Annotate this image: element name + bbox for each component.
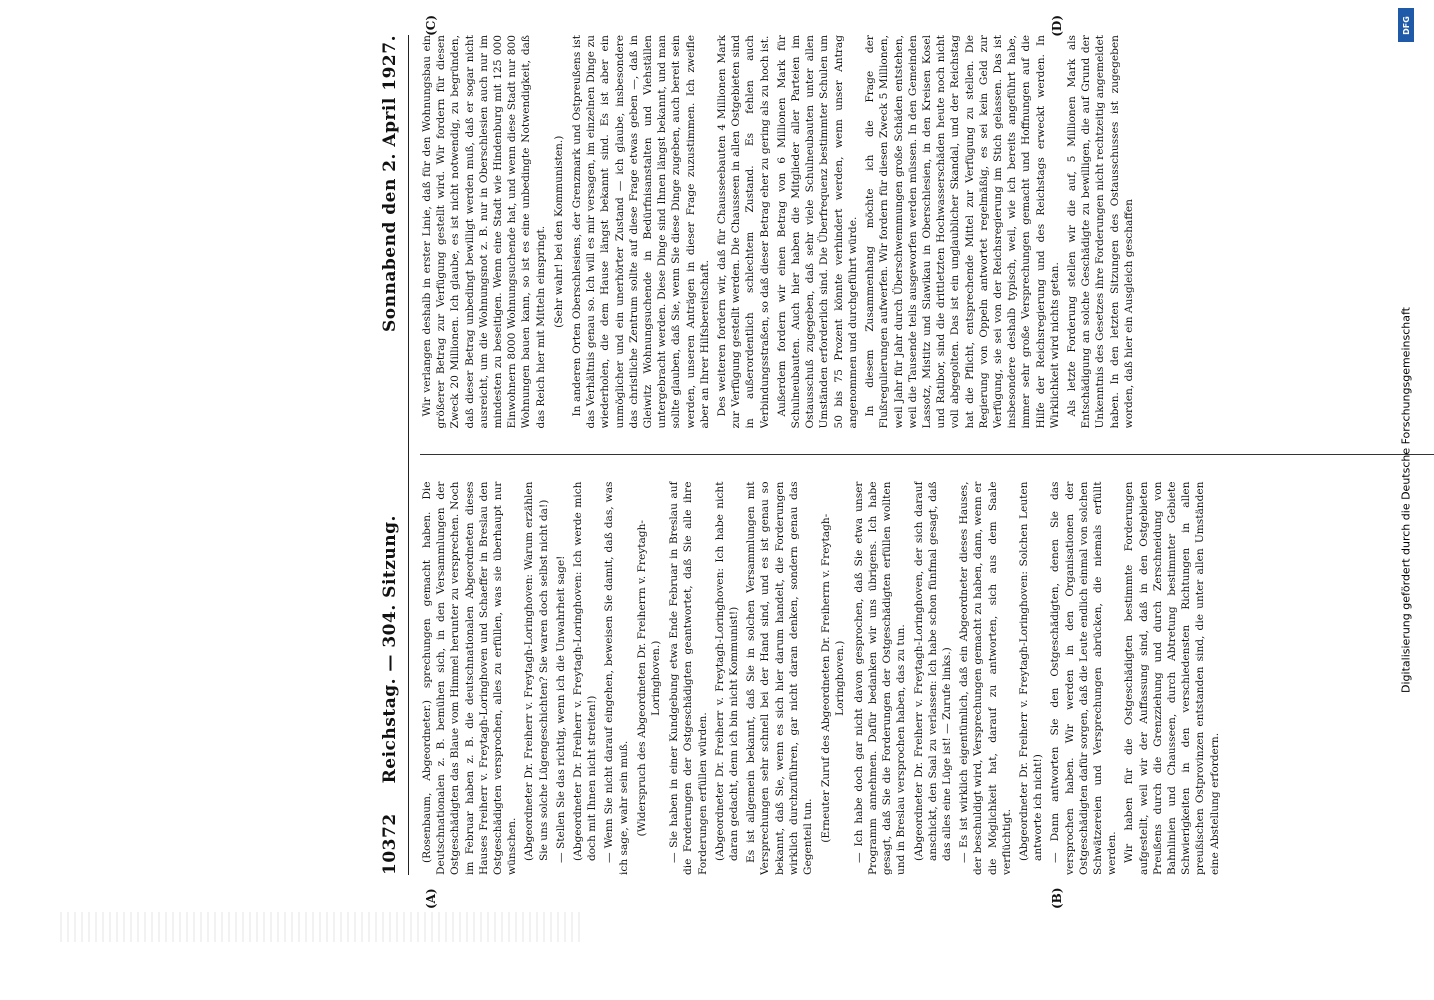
speech-paragraph: — Stellen Sie das richtig, wenn ich die Unwahrheit sage! (554, 555, 567, 863)
speech-paragraph: — Dann antworten Sie den Ostgeschädigten, denen Sie das versprochen haben. Wir werden in den Organisationen der Ostgeschädigten dafür sorgen, daß die Leute endlich einmal von solchen Schwätzereien und Versprechungen abrücken, die niemals erfüllt werden. (1049, 481, 1119, 875)
speech-paragraph: Wir haben für die Ostgeschädigten bestimmte Forderungen aufgestellt, weil wir der Auffassung sind, daß in den Ostgebieten Preußens durch die Grenzziehung und durch Zerschneidung von Bahnlinien und Chausseen, durch Abtretung bestimmter Gebiete Schwierigkeiten in den verschiedensten Richtungen in allen preußischen Ostprovinzen entstanden sind, die unter allen Umständen eine Abstellung erfordern. (1123, 481, 1221, 875)
speech-paragraph: In diesem Zusammenhang möchte ich die Frage der Flußregulierungen aufwerfen. Wir fordern für diesen Zweck 5 Millionen, weil Jahr für Jahr durch Überschwemmungen große Schäden entstehen, weil die Tausende teils ausgeworfen werden müssen. In den Gemeinden Lassotz, Mistitz und Slawikau in Oberschlesien, in den Kreisen Kosel und Ratibor, sind die drittletzten Hochwasserschäden heute noch nicht voll abgegolten. Das ist ein unglaublicher Skandal, und der Reichstag hat die Pflicht, entsprechende Mittel zur Verfügung zu stellen. Die Regierung von Oppeln antwortet regelmäßig, es sei kein Geld zur Verfügung, sie sei von der Reichsregierung im Stich gelassen. Das ist insbesondere deshalb typisch, weil, wie ich bereits angeführt habe, immer sehr große Versprechungen gemacht und Hoffnungen auf die Hilfe der Reichsregierung und des Reichstags erweckt werden. In Wirklichkeit wird nichts getan. (864, 35, 1061, 429)
speech-paragraph: Des weiteren fordern wir, daß für Chausseebauten 4 Millionen Mark zur Verfügung gestellt werden. Die Chausseen in allen Ostgebieten sind in außerordentlich schlechtem Zustand. Es fehlen auch Verbindungsstraßen, so daß dieser Betrag eher zu gering als zu hoch ist. (716, 35, 771, 429)
column-left (420, 482, 1434, 876)
margin-mark-c: (C) (424, 15, 438, 36)
speech-paragraph: Als letzte Forderung stellen wir die auf, 5 Millionen Mark als Entschädigung an solche Geschädigte zu bewilligen, die auf Grund der Unkenntnis des Gesetzes ihre Forderungen nicht rechtzeitig angemeldet haben. In den letzten Sitzungen des Ostausschusses ist zugegeben worden, daß hier ein Ausgleich geschaffen (1065, 35, 1135, 429)
column-divider (420, 455, 1434, 456)
scan-artifact (60, 912, 580, 942)
interjection: (Erneuter Zuruf des Abgeordneten Dr. Freiherrn v. Freytagh-Loringhoven.) (820, 513, 847, 843)
dfg-logo: DFG (1398, 8, 1414, 42)
interjection: (Abgeordneter Dr. Freiherr v. Freytagh-Loringhoven: Ich habe nicht daran gedacht, denn ich bin nicht Kommunist!) (713, 481, 741, 861)
speech-paragraph: Außerdem fordern wir einen Betrag von 6 Millionen Mark für Schulneubauten. Auch hier haben die Mitglieder aller Parteien im Ostausschuß zugegeben, daß sehr viele Schulneubauten unter allen Umständen erforderlich sind. Die Überfrequenz bestimmter Schulen um 50 bis 75 Prozent könnte verhindert werden, wenn unser Antrag angenommen und durchgeführt würde. (775, 35, 859, 429)
text-columns (420, 35, 1434, 875)
credit-text: Digitalisierung gefördert durch die Deutsche Forschungsgemeinschaft (1399, 307, 1413, 693)
rotated-newspaper-page (350, 15, 1434, 915)
interjection: (Sehr wahr! bei den Kommunisten.) (552, 135, 565, 328)
column-right (420, 35, 1434, 429)
digitization-credit (1380, 0, 1434, 1000)
speech-paragraph: — Es ist wirklich eigentümlich, daß ein Abgeordneter dieses Hauses, der beschuldigt wird, Versprechungen gemacht zu haben, dann, wenn er die Möglichkeit hat, darauf zu antworten, sich aus dem Saale verflüchtigt. (958, 481, 1013, 875)
margin-mark-b: (B) (1050, 887, 1064, 909)
page-header (380, 35, 409, 875)
speech-paragraph: Wir verlangen deshalb in erster Linie, daß für den Wohnungsbau ein größerer Betrag zur Verfügung gestellt wird. Wir fordern für diesen Zweck 20 Millionen. Ich glaube, es ist nicht notwendig, zu begründen, daß dieser Betrag unbedingt bewilligt werden muß, daß er sogar nicht ausreicht, um die Wohnungsnot z. B. nur in Oberschlesien auch nur im mindesten zu beseitigen. Wenn eine Stadt wie Hindenburg mit 125 000 Einwohnern 8000 Wohnungsuchende hat, und wenn diese Stadt nur 800 Wohnungen bauen kann, so ist es eine unbedingte Notwendigkeit, daß das Reich hier mit Mitteln einspringt. (421, 35, 547, 429)
speech-paragraph: — Ich habe doch gar nicht davon gesprochen, daß Sie etwa unser Programm annehmen. Dafür bedanken wir uns übrigens. Ich habe gesagt, daß Sie die Forderungen der Ostgeschädigten erfüllen wollten und in Breslau versprochen haben, das zu tun. (852, 481, 908, 875)
session-date: Sonnabend den 2. April 1927. (380, 35, 400, 332)
speech-paragraph: In anderen Orten Oberschlesiens, der Grenzmark und Ostpreußens ist das Verhältnis genau so. Ich will es mir versagen, im einzelnen Dinge zu wiederholen, die dem Hause längst bekannt sind. Es ist aber ein unmöglicher und ein unerhörter Zustand — ich glaube, insbesondere das christliche Zentrum sollte auf diese Frage etwas geben —, daß in Gleiwitz Wohnungsuchende in Bedürfnisanstalten und Viehställen untergebracht werden. Diese Dinge sind Ihnen längst bekannt, und man sollte glauben, daß Sie, wenn Sie diese Dinge zugeben, auch bereit sein werden, unseren Anträgen in dieser Frage zuzustimmen. Ich zweifle aber an Ihrer Hilfsbereitschaft. (571, 35, 711, 429)
session-title: Reichstag. — 304. Sitzung. (380, 515, 400, 784)
interjection: (Widerspruch des Abgeordneten Dr. Freiherrn v. Freytagh-Loringhoven.) (635, 520, 663, 837)
interjection: (Abgeordneter Dr. Freiherr v. Freytagh-Loringhoven, der sich darauf anschickt, den Saal zu verlassen: Ich habe schon fünfmal gesagt, daß das alles eine Lüge ist! — Zurufe links.) (912, 481, 953, 861)
page-number: 10372 (380, 813, 400, 875)
speech-paragraph: (Rosenbaum, Abgeordneter.) sprechungen gemacht haben. Die Deutschnationalen z. B. bemühen sich, in den Versammlungen der Ostgeschädigten das Blaue vom Himmel herunter zu versprechen. Noch im Februar haben z. B. die deutschnationalen Abgeordneten dieses Hauses Freiherr v. Freytagh-Loringhoven und Schaeffer in Breslau den Ostgeschädigten versprochen, alles zu erfüllen, was sie überhaupt nur wünschen. (421, 481, 519, 875)
margin-mark-d: (D) (1050, 15, 1064, 37)
interjection: (Abgeordneter Dr. Freiherr v. Freytagh-Loringhoven: Solchen Leuten antworte ich nicht!) (1017, 481, 1045, 861)
interjection: (Abgeordneter Dr. Freiherr v. Freytagh-Loringhoven: Ich werde mich doch mit Ihnen nicht streiten!) (572, 481, 599, 861)
speech-paragraph: — Sie haben in einer Kundgebung etwa Ende Februar in Breslau auf die Forderungen der Ostgeschädigten geantwortet, daß Sie alle ihre Forderungen erfüllen würden. (668, 481, 709, 875)
speech-paragraph: — Wenn Sie nicht darauf eingehen, beweisen Sie damit, daß das, was ich sage, wahr sein muß. (603, 481, 630, 875)
interjection: (Abgeordneter Dr. Freiherr v. Freytagh-Loringhoven: Warum erzählen Sie uns solche Lügengeschichten? Sie waren doch selbst nicht da!) (523, 481, 550, 861)
speech-paragraph: Es ist allgemein bekannt, daß Sie in solchen Versammlungen mit Versprechungen sehr schnell bei der Hand sind, und es ist genau so bekannt, daß Sie, wenn es sich hier darum handelt, die Forderungen wirklich durchzuführen, gar nicht daran denken, sondern genau das Gegenteil tun. (745, 481, 815, 875)
margin-mark-a: (A) (424, 888, 438, 909)
